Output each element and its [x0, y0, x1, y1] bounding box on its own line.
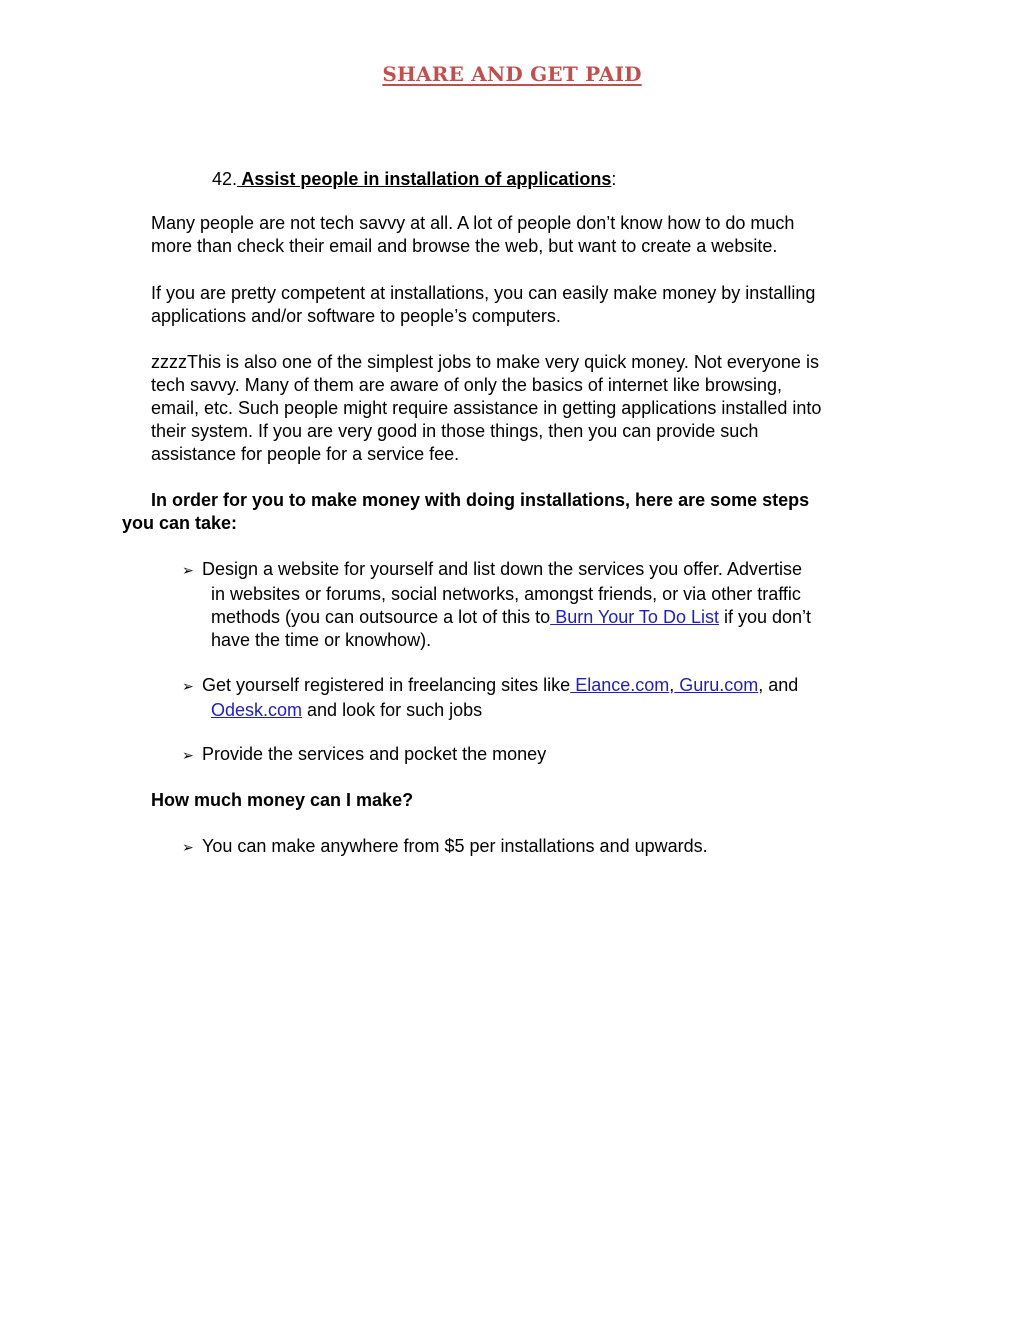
section-number: 42. [212, 169, 238, 189]
list-item [182, 674, 798, 722]
arrow-bullet-icon: ➢ [182, 748, 194, 764]
steps-heading-line: you can take: [122, 513, 238, 533]
guru-link[interactable]: Guru.com [674, 675, 759, 695]
paragraph-line: assistance for people for a service fee. [151, 444, 460, 464]
bullet-text: have the time or knowhow). [211, 630, 432, 650]
money-heading: How much money can I make? [151, 790, 414, 810]
bullet-line [182, 606, 811, 629]
list-item [182, 743, 546, 768]
bullet-text: Get yourself registered in freelancing sites like [202, 675, 571, 695]
bullet-text: You can make anywhere from $5 per installations and upwards. [202, 836, 708, 856]
paragraph-line: tech savvy. Many of them are aware of only the basics of internet like browsing, [151, 375, 782, 395]
bullet-text: in websites or forums, social networks, amongst friends, or via other traffic [211, 584, 801, 604]
bullet-line [182, 699, 798, 722]
elance-link[interactable]: Elance.com [570, 675, 670, 695]
arrow-bullet-icon: ➢ [182, 563, 194, 579]
arrow-bullet-icon: ➢ [182, 840, 194, 856]
bullet-text: , [669, 675, 675, 695]
paragraph-line: Many people are not tech savvy at all. A lot of people don’t know how to do much [151, 213, 795, 233]
paragraph-line: more than check their email and browse the web, but want to create a website. [151, 236, 778, 256]
steps-heading [122, 489, 809, 535]
arrow-bullet-icon: ➢ [182, 679, 194, 695]
paragraph-line: their system. If you are very good in those things, then you can provide such [151, 421, 759, 441]
bullet-text: and look for such jobs [302, 700, 483, 720]
paragraph-line: applications and/or software to people’s computers. [151, 306, 561, 326]
paragraph-3 [151, 351, 911, 466]
paragraph-1 [151, 212, 911, 258]
paragraph-2 [151, 282, 911, 328]
bullet-text: if you don’t [718, 607, 812, 627]
section-heading [212, 168, 616, 191]
list-item [182, 558, 811, 652]
bullet-text: Design a website for yourself and list down the services you offer. Advertise [202, 559, 802, 579]
paragraph-line: zzzzThis is also one of the simplest jobs to make very quick money. Not everyone is [151, 352, 819, 372]
bullet-text: Provide the services and pocket the money [202, 744, 547, 764]
paragraph-line: email, etc. Such people might require assistance in getting applications installed into [151, 398, 822, 418]
section-label: Assist people in installation of applications [237, 169, 612, 189]
burn-your-to-do-list-link[interactable]: Burn Your To Do List [550, 607, 719, 627]
paragraph-line: If you are pretty competent at installations, you can easily make money by installing [151, 283, 816, 303]
steps-heading-line: In order for you to make money with doing installations, here are some steps [151, 490, 810, 510]
odesk-link[interactable]: Odesk.com [211, 700, 303, 720]
bullet-text: , and [758, 675, 799, 695]
section-colon: : [611, 169, 617, 189]
page-title: SHARE AND GET PAID [382, 62, 642, 86]
list-item [182, 835, 708, 860]
bullet-text: methods (you can outsource a lot of this to [211, 607, 551, 627]
